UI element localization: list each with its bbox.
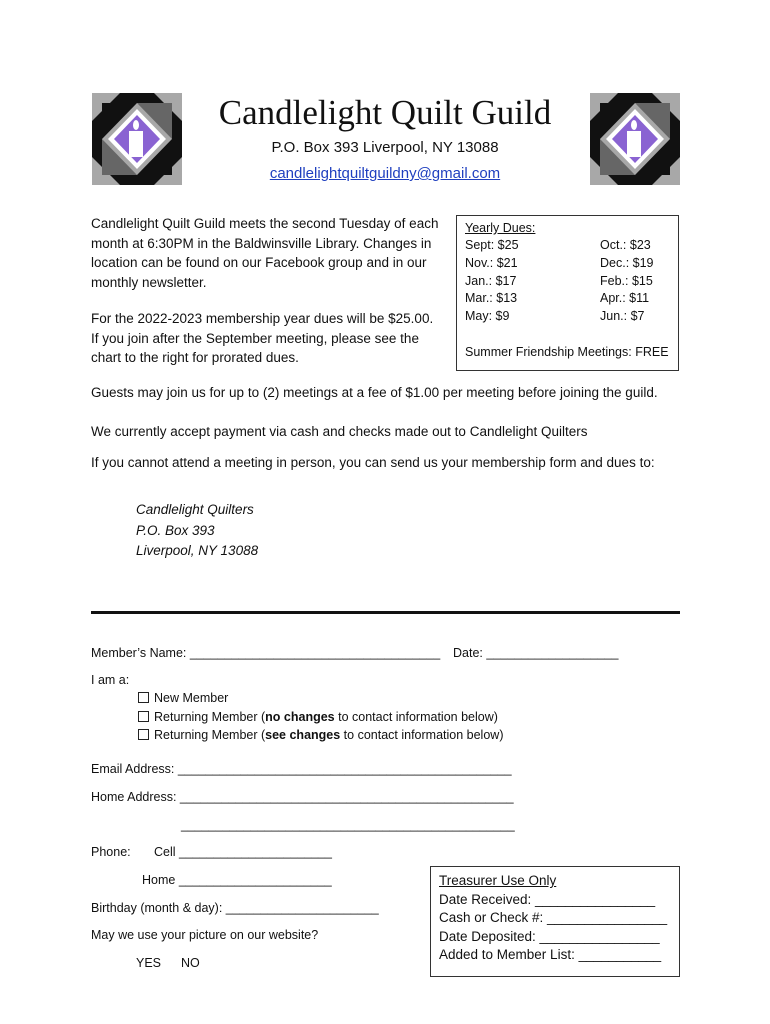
mail-line: Candlelight Quilters — [136, 502, 254, 517]
dues-paragraph — [91, 309, 433, 368]
new-member-checkbox[interactable] — [138, 692, 149, 703]
member-name-field[interactable]: Member’s Name: ____________________________________ — [91, 646, 441, 660]
dues-footer: Summer Friendship Meetings: FREE — [465, 345, 669, 359]
see-changes-label: see changes — [265, 728, 341, 742]
quilt-block-candle-icon — [590, 93, 680, 185]
i-am-label: I am a: — [91, 673, 130, 687]
mail-intro-text: If you cannot attend a meeting in person, you can send us your membership form and dues to: — [91, 455, 655, 470]
intro-line: Candlelight Quilt Guild meets the second Tuesday of each — [91, 216, 439, 231]
new-member-option[interactable] — [138, 691, 228, 705]
returning-see-changes-checkbox[interactable] — [138, 729, 149, 740]
dues-line: For the 2022-2023 membership year dues will be $25.00. — [91, 311, 434, 326]
email-address-field[interactable]: Email Address: ________________________________________________ — [91, 762, 512, 776]
dues-row — [465, 256, 670, 270]
new-member-label: New Member — [154, 691, 229, 705]
quilt-block-candle-icon — [92, 93, 182, 185]
phone-label: Phone: — [91, 845, 131, 859]
returning-label: Returning Member ( — [154, 728, 266, 742]
returning-no-changes-option[interactable] — [138, 710, 498, 724]
email-link[interactable]: candlelightquiltguildny@gmail.com — [269, 165, 501, 182]
dues-left: Mar.: $13 — [465, 291, 518, 305]
dues-right: Feb.: $15 — [600, 274, 653, 288]
picture-question: May we use your picture on our website? — [91, 928, 319, 942]
dues-row — [465, 309, 670, 323]
cell-phone-field[interactable]: Cell ______________________ — [154, 845, 332, 859]
home-address-field[interactable]: Home Address: ________________________________________________ — [91, 790, 514, 804]
dues-left: Sept: $25 — [465, 238, 519, 252]
dues-left: Jan.: $17 — [465, 274, 517, 288]
yearly-dues-box — [456, 215, 679, 371]
dues-row — [465, 291, 670, 305]
dues-left: Nov.: $21 — [465, 256, 518, 270]
treasurer-line: Added to Member List: ___________ — [439, 947, 662, 962]
intro-line: location can be found on our Facebook group and in our — [91, 255, 427, 270]
birthday-field[interactable]: Birthday (month & day): ______________________ — [91, 901, 379, 915]
treasurer-box — [430, 866, 680, 977]
mail-line: P.O. Box 393 — [136, 522, 215, 538]
dues-row — [465, 238, 670, 252]
dues-line: If you join after the September meeting, please see the — [91, 330, 419, 346]
no-option[interactable]: NO — [181, 956, 200, 970]
dues-left: May: $9 — [465, 309, 510, 323]
mailing-address — [136, 500, 258, 562]
intro-line: monthly newsletter. — [91, 274, 207, 290]
dues-right: Oct.: $23 — [600, 238, 651, 252]
returning-suffix: to contact information below) — [340, 728, 504, 742]
divider — [91, 611, 680, 614]
guild-address: P.O. Box 393 Liverpool, NY 13088 — [271, 139, 499, 156]
dues-right: Apr.: $11 — [600, 291, 650, 305]
returning-see-changes-option[interactable] — [138, 728, 503, 742]
treasurer-line: Date Received: ________________ — [439, 891, 656, 907]
dues-right: Jun.: $7 — [600, 309, 645, 323]
returning-label: Returning Member ( — [154, 710, 266, 724]
yes-option[interactable]: YES — [136, 956, 162, 970]
dues-right: Dec.: $19 — [600, 256, 654, 270]
no-changes-label: no changes — [265, 710, 335, 724]
intro-line: month at 6:30PM in the Baldwinsville Library. Changes in — [91, 235, 432, 251]
home-address-line2-field[interactable]: ________________________________________________ — [181, 818, 515, 832]
payment-text: We currently accept payment via cash and checks made out to Candlelight Quilters — [91, 424, 588, 439]
home-phone-field[interactable]: Home ______________________ — [142, 873, 332, 887]
intro-paragraph — [91, 214, 438, 292]
mail-line: Liverpool, NY 13088 — [136, 543, 259, 558]
dues-row — [465, 274, 670, 288]
treasurer-heading: Treasurer Use Only — [439, 873, 557, 888]
treasurer-line: Date Deposited: ________________ — [439, 928, 660, 944]
page-title: Candlelight Quilt Guild — [218, 93, 552, 132]
treasurer-line: Cash or Check #: ________________ — [439, 910, 668, 925]
date-field[interactable]: Date: ___________________ — [453, 646, 619, 660]
dues-line: chart to the right for prorated dues. — [91, 350, 299, 365]
dues-heading: Yearly Dues: — [465, 221, 536, 235]
returning-suffix: to contact information below) — [334, 710, 498, 724]
guests-text: Guests may join us for up to (2) meetings at a fee of $1.00 per meeting before joining the guild. — [91, 385, 658, 400]
returning-no-changes-checkbox[interactable] — [138, 711, 149, 722]
